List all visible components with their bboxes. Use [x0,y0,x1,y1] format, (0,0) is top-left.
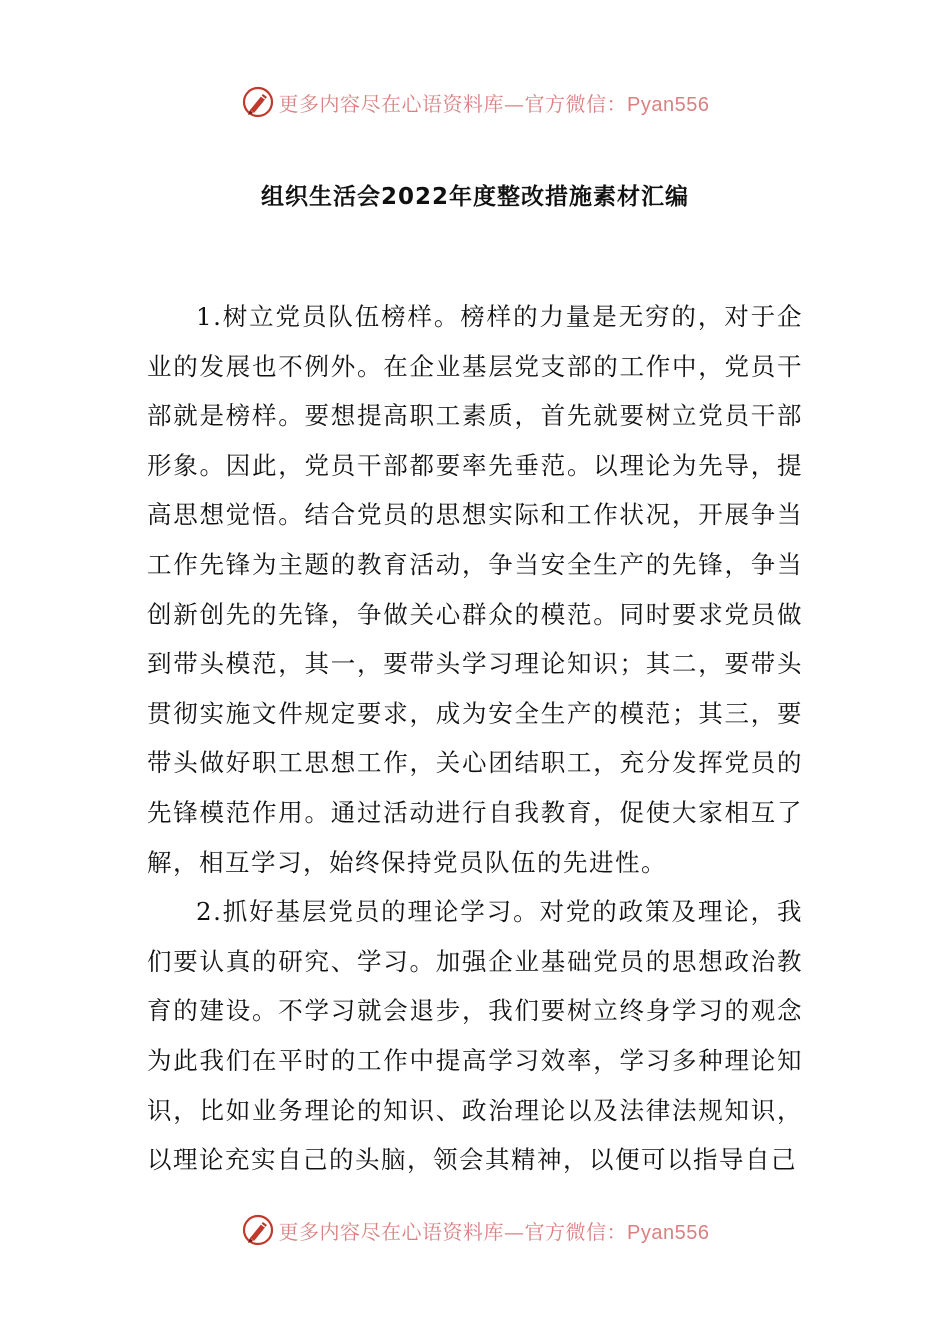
pen-circle-icon [241,85,275,119]
watermark-wechat-id: Pyan556 [627,93,710,116]
watermark-wechat-id: Pyan556 [627,1221,710,1244]
header-watermark [0,84,950,120]
document-body [147,292,803,1185]
watermark-text [279,1216,710,1245]
paragraph-2: 2.抓好基层党员的理论学习。对党的政策及理论，我们要认真的研究、学习。加强企业基础党员的思想政治教育的建设。不学习就会退步，我们要树立终身学习的观念为此我们在平时的工作中提高学习效率，学习多种理论知识，比如业务理论的知识、政治理论以及法律法规知识，以理论充实自己的头脑，领会其精神，以便可以指导自己 [147,897,803,1175]
watermark-text [279,88,710,117]
footer-watermark [0,1212,950,1248]
document-title: 组织生活会2022年度整改措施素材汇编 [260,184,689,210]
watermark-label: 更多内容尽在心语资料库—官方微信： [278,91,628,116]
pen-circle-icon [241,1213,275,1247]
paragraph-1: 1.树立党员队伍榜样。榜样的力量是无穷的，对于企业的发展也不例外。在企业基层党支部的工作中，党员干部就是榜样。要想提高职工素质，首先就要树立党员干部形象。因此，党员干部都要率先垂范。以理论为先导，提高思想觉悟。结合党员的思想实际和工作状况，开展争当工作先锋为主题的教育活动，争当安全生产的先锋，争当创新创先的先锋，争做关心群众的模范。同时要求党员做到带头模范，其一，要带头学习理论知识；其二，要带头贯彻实施文件规定要求，成为安全生产的模范；其三，要带头做好职工思想工作，关心团结职工，充分发挥党员的先锋模范作用。通过活动进行自我教育，促使大家相互了解，相互学习，始终保持党员队伍的先进性。 [147,302,803,877]
watermark-label: 更多内容尽在心语资料库—官方微信： [278,1219,628,1244]
